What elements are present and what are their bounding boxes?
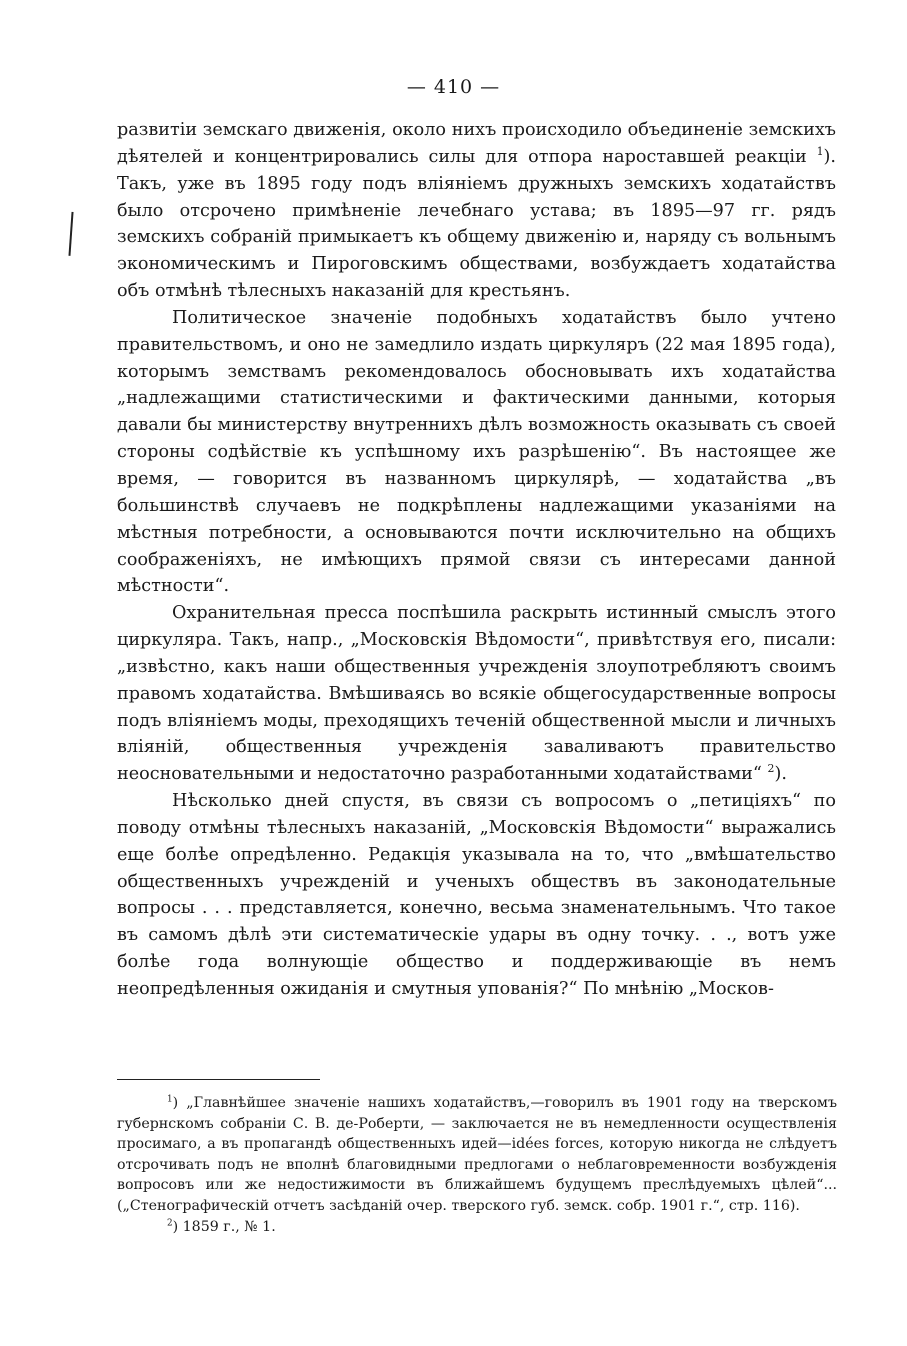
footnotes: [117, 1093, 837, 1237]
paragraph: [117, 600, 836, 788]
footnote-marker: 2: [167, 1217, 173, 1228]
paragraph-text: ).: [774, 764, 787, 785]
paragraph-text: Политическое значеніе подобныхъ ходатайствъ было учтено правительствомъ, и оно не замедлило издать циркуляръ (22 мая 1895 года), которымъ земствамъ рекомендовалось обосновывать ихъ ходатайства „надлежащими статистическими и фактическими данными, которыя давали бы министерству внутреннихъ дѣлъ возможность оказывать съ своей стороны содѣйствіе къ успѣшному ихъ разрѣшенію“. Въ настоящее же время, — говорится въ названномъ циркулярѣ, — ходатайства „въ большинствѣ случаевъ не подкрѣплены надлежащими указаніями на мѣстныя потребности, а основываются почти исключительно на общихъ соображеніяхъ, не имѣющихъ прямой связи съ интересами данной мѣстности“.: [117, 307, 836, 597]
page-number: — 410 —: [406, 76, 501, 98]
footnote: [117, 1093, 837, 1217]
paragraph-text: развитіи земскаго движенія, около нихъ происходило объединеніе земскихъ дѣятелей и концентрировались силы для отпора нароставшей реакціи: [117, 120, 836, 167]
footnote-text: ) 1859 г., № 1.: [172, 1218, 276, 1235]
footnote-ref: 2: [767, 762, 775, 776]
footnote-ref: 1: [816, 144, 824, 158]
paragraph-text: Охранительная пресса поспѣшила раскрыть истинный смыслъ этого циркуляра. Такъ, напр., „Московскія Вѣдомости“, привѣтствуя его, писали: „извѣстно, какъ наши общественныя учрежденія злоупотребляютъ своимъ правомъ ходатайства. Вмѣшиваясь во всякіе общегосударственные вопросы подъ вліяніемъ моды, преходящихъ теченій общественной мысли и личныхъ вліяній, общественныя учрежденія заваливаютъ правительство неосновательными и недостаточно разработанными ходатайствами“: [117, 603, 836, 785]
paragraph: [117, 788, 836, 1003]
paragraph-text: Нѣсколько дней спустя, въ связи съ вопросомъ о „петиціяхъ“ по поводу отмѣны тѣлесныхъ наказаній, „Московскія Вѣдомости“ выражались еще болѣе опредѣленно. Редакція указывала на то, что „вмѣшательство общественныхъ учрежденій и ученыхъ обществъ въ законодательные вопросы . . . представляется, конечно, весьма знаменательнымъ. Что такое въ самомъ дѣлѣ эти систематическіе удары въ одну точку. . ., вотъ уже болѣе года волнующіе общество и поддерживающіе въ немъ неопредѣленныя ожиданія и смутныя упованія?“ По мнѣнію „Москов-: [117, 791, 836, 999]
footnote-marker: 1: [167, 1094, 173, 1105]
paragraph-text: ). Такъ, уже въ 1895 году подъ вліяніемъ дружныхъ земскихъ ходатайствъ было отсрочено примѣненіе лечебнаго устава; въ 1895—97 гг. рядъ земскихъ собраній примыкаетъ къ общему движенію и, наряду съ вольнымъ экономическимъ и Пироговскимъ обществами, возбуждаетъ ходатайства объ отмѣнѣ тѣлесныхъ наказаній для крестьянъ.: [117, 146, 836, 302]
main-text: [117, 117, 836, 1003]
paragraph: [117, 117, 836, 305]
margin-pencil-mark: [68, 212, 76, 256]
paragraph: [117, 305, 836, 600]
footnote-separator: [117, 1079, 320, 1080]
footnote: [117, 1217, 837, 1238]
footnote-text: ) „Главнѣйшее значеніе нашихъ ходатайствъ,—говорилъ въ 1901 году на тверскомъ губернскомъ собраніи С. В. де-Роберти, — заключается не въ немедленности осуществленія просимаго, а въ пропагандѣ общественныхъ идей—idées forces, которую никогда не слѣдуетъ отсрочивать подъ не вполнѣ благовидными предлогами о неблаговременности возбужденія вопросовъ или же недостижимости въ ближайшемъ будущемъ преслѣдуемыхъ цѣлей“... („Стенографическій отчетъ засѣданій очер. тверского губ. земск. собр. 1901 г.“, стр. 116).: [117, 1095, 837, 1214]
